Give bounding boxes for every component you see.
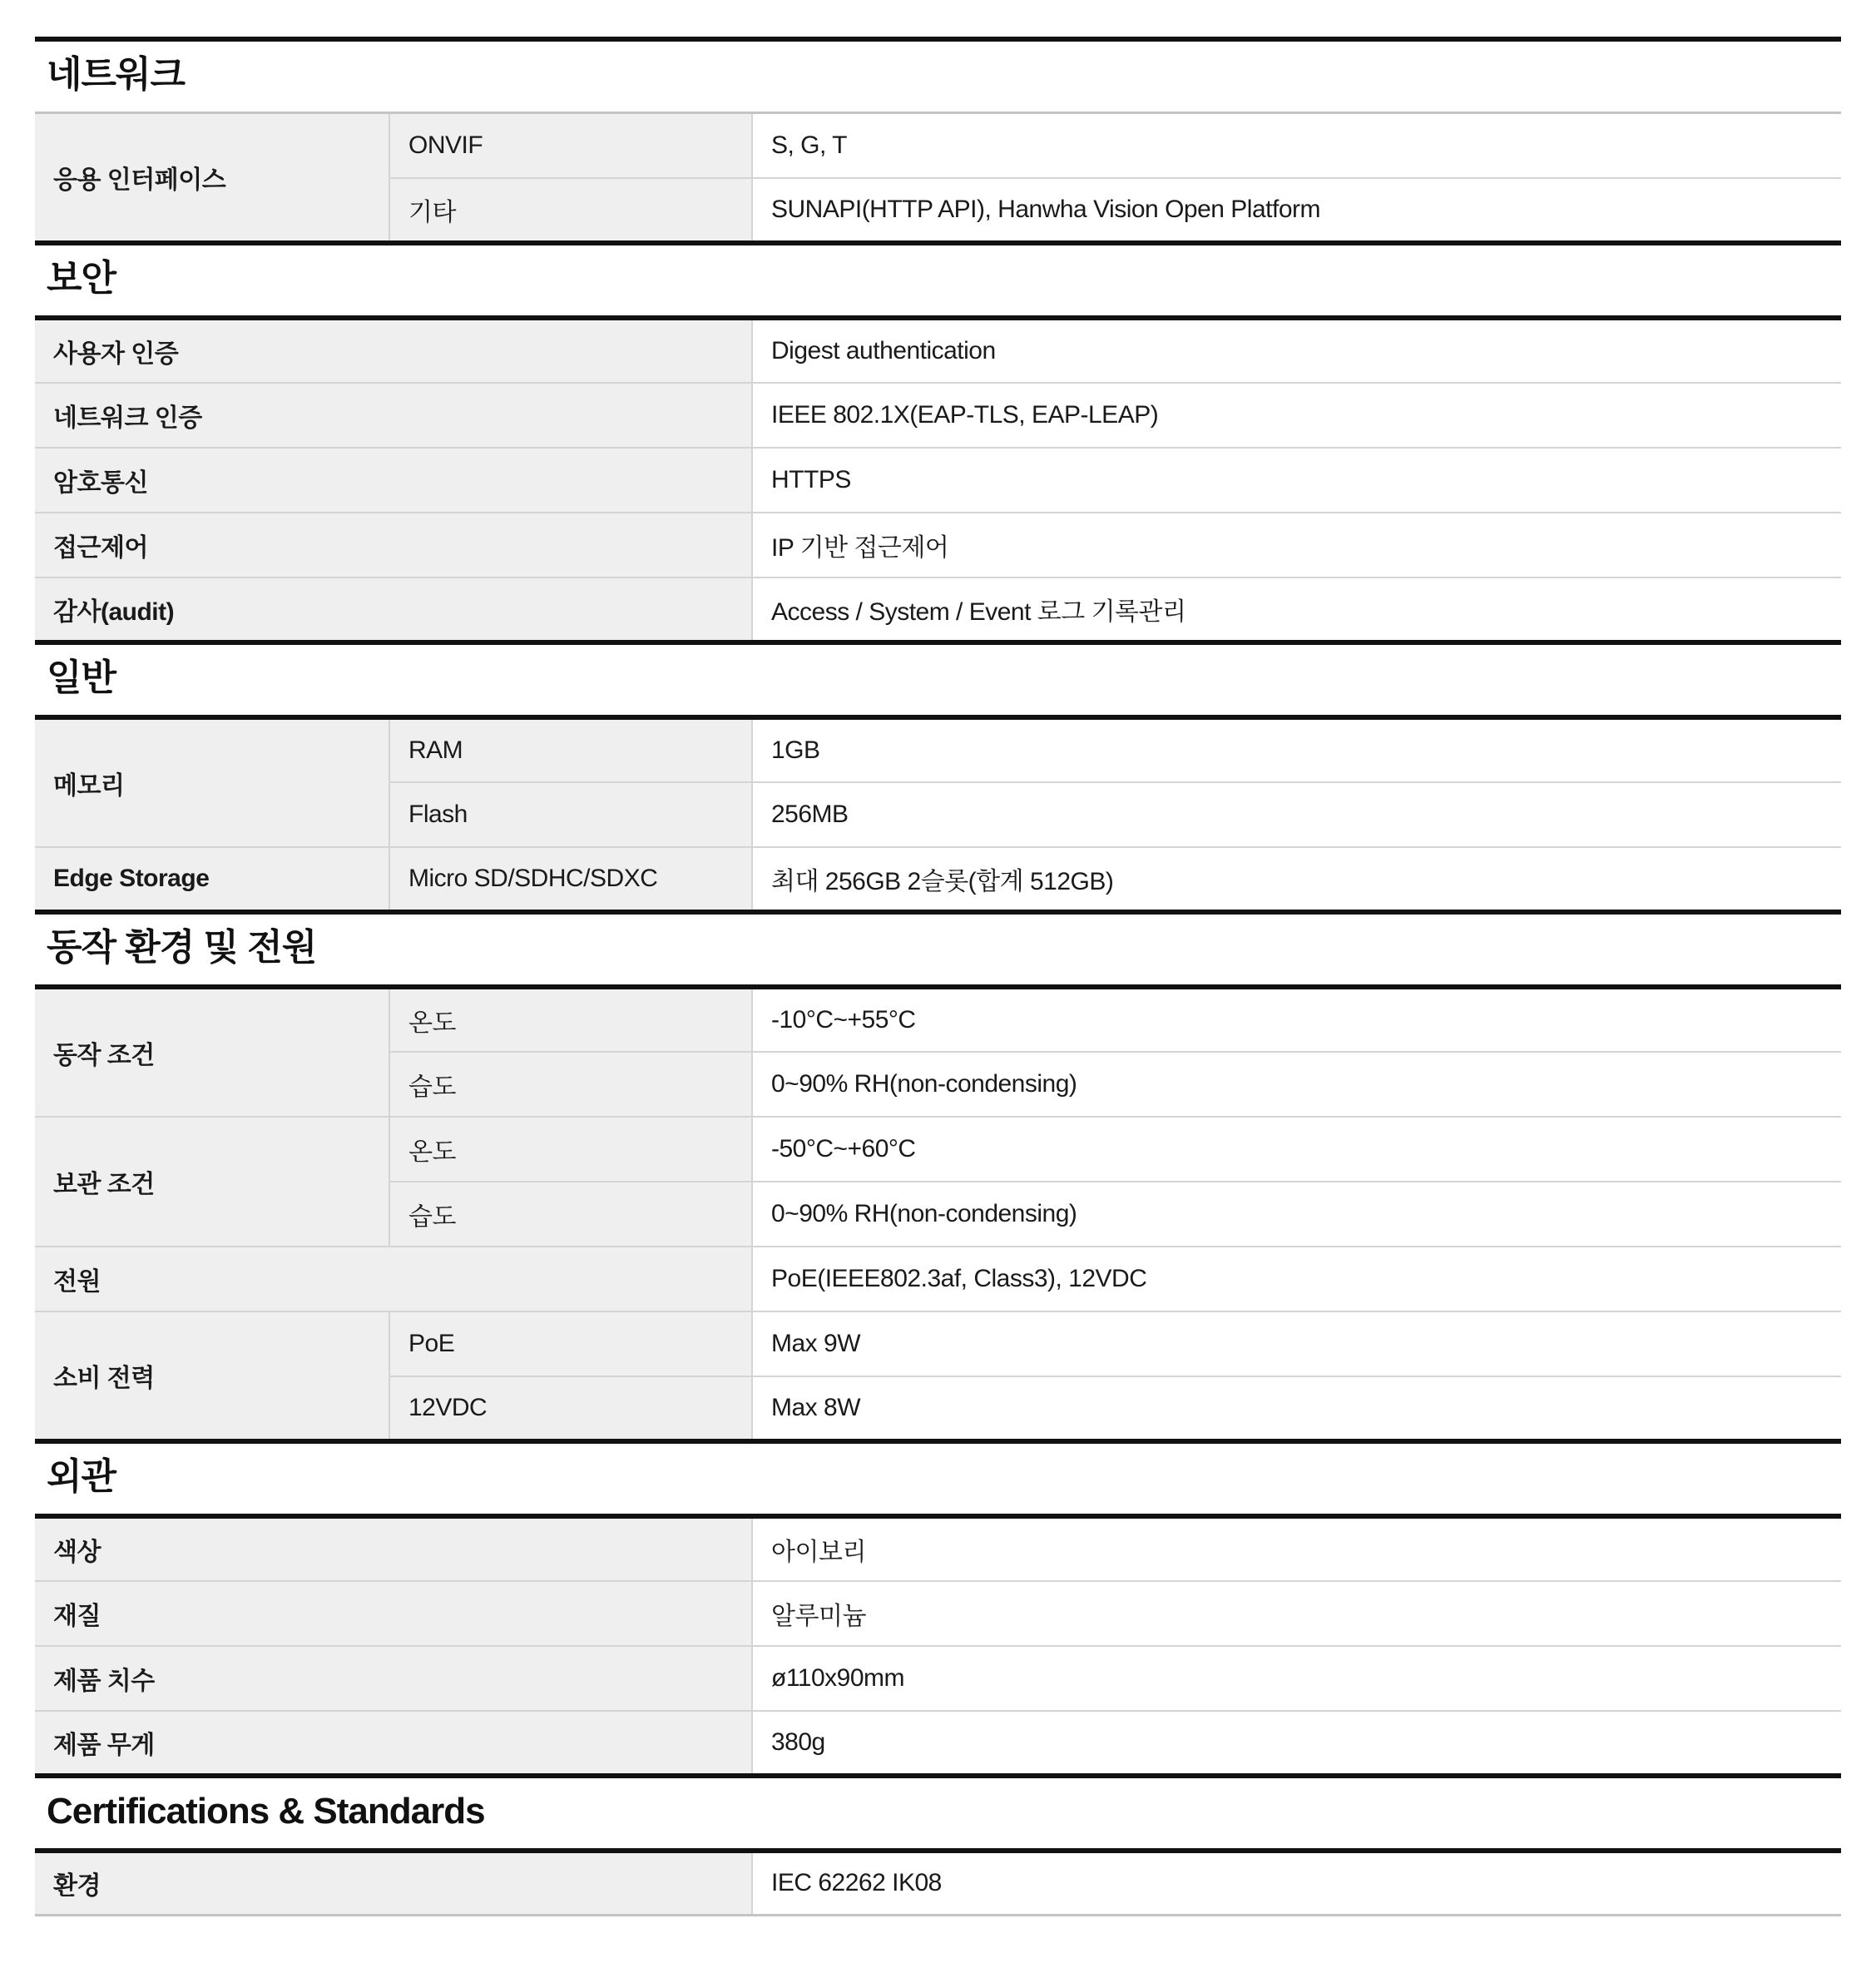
row-label: 제품 무게 <box>35 1711 752 1776</box>
row-value: HTTPS <box>752 448 1841 513</box>
row-sublabel: ONVIF <box>389 113 752 178</box>
section-general <box>35 658 1841 915</box>
table-row <box>35 513 1841 578</box>
row-label: 환경 <box>35 1851 752 1916</box>
row-sublabel: Flash <box>389 782 752 847</box>
row-label: 접근제어 <box>35 513 752 578</box>
row-label: 사용자 인증 <box>35 318 752 383</box>
row-sublabel: PoE <box>389 1311 752 1376</box>
row-value: IP 기반 접근제어 <box>752 513 1841 578</box>
table-row <box>35 847 1841 912</box>
section-title-certifications: Certifications & Standards <box>47 1790 485 1832</box>
section-title-network: 네트워크 <box>47 54 186 95</box>
row-value: IEEE 802.1X(EAP-TLS, EAP-LEAP) <box>752 383 1841 448</box>
table-row <box>35 383 1841 448</box>
row-label: 소비 전력 <box>35 1311 389 1441</box>
table-row <box>35 1581 1841 1646</box>
table-row <box>35 448 1841 513</box>
section-network <box>35 55 1841 245</box>
row-value: PoE(IEEE802.3af, Class3), 12VDC <box>752 1247 1841 1311</box>
row-label: 색상 <box>35 1516 752 1581</box>
section-environment-power <box>35 928 1841 1444</box>
row-label: Edge Storage <box>35 847 389 912</box>
row-label: 동작 조건 <box>35 987 389 1117</box>
row-value: 아이보리 <box>752 1516 1841 1581</box>
row-value: 380g <box>752 1711 1841 1776</box>
table-row <box>35 1711 1841 1776</box>
row-value: -10°C~+55°C <box>752 987 1841 1052</box>
row-sublabel: Micro SD/SDHC/SDXC <box>389 847 752 912</box>
row-sublabel: 온도 <box>389 1117 752 1182</box>
spec-table-general <box>35 715 1841 915</box>
row-label: 응용 인터페이스 <box>35 113 389 243</box>
table-row <box>35 717 1841 782</box>
row-sublabel: 습도 <box>389 1182 752 1247</box>
table-row <box>35 987 1841 1052</box>
section-appearance <box>35 1457 1841 1778</box>
row-value: Digest authentication <box>752 318 1841 383</box>
row-value: Access / System / Event 로그 기록관리 <box>752 578 1841 642</box>
table-row <box>35 113 1841 178</box>
spec-table-security <box>35 315 1841 645</box>
row-value: IEC 62262 IK08 <box>752 1851 1841 1916</box>
row-value: 최대 256GB 2슬롯(합계 512GB) <box>752 847 1841 912</box>
table-row <box>35 1516 1841 1581</box>
section-title-environment-power: 동작 환경 및 전원 <box>47 926 317 968</box>
row-sublabel: 기타 <box>389 178 752 243</box>
row-value: SUNAPI(HTTP API), Hanwha Vision Open Platform <box>752 178 1841 243</box>
row-value: 알루미늄 <box>752 1581 1841 1646</box>
row-sublabel: 12VDC <box>389 1376 752 1441</box>
section-title-general: 일반 <box>47 657 116 698</box>
table-row <box>35 1247 1841 1311</box>
row-label: 네트워크 인증 <box>35 383 752 448</box>
row-value: 0~90% RH(non-condensing) <box>752 1182 1841 1247</box>
row-value: -50°C~+60°C <box>752 1117 1841 1182</box>
spec-table-network <box>35 112 1841 245</box>
row-label: 재질 <box>35 1581 752 1646</box>
row-value: 0~90% RH(non-condensing) <box>752 1052 1841 1117</box>
row-label: 보관 조건 <box>35 1117 389 1247</box>
section-title-security: 보안 <box>47 257 116 299</box>
row-value: 256MB <box>752 782 1841 847</box>
row-value: Max 8W <box>752 1376 1841 1441</box>
row-sublabel: RAM <box>389 717 752 782</box>
table-row <box>35 578 1841 642</box>
row-label: 제품 치수 <box>35 1646 752 1711</box>
spec-table-certifications <box>35 1848 1841 1917</box>
row-value: ø110x90mm <box>752 1646 1841 1711</box>
row-label: 전원 <box>35 1247 752 1311</box>
section-certifications <box>35 1792 1841 1917</box>
row-sublabel: 습도 <box>389 1052 752 1117</box>
table-row <box>35 1646 1841 1711</box>
page-top-rule <box>35 37 1841 42</box>
section-security <box>35 259 1841 645</box>
table-row <box>35 318 1841 383</box>
table-row <box>35 1851 1841 1916</box>
spec-table-appearance <box>35 1514 1841 1778</box>
table-row <box>35 1311 1841 1376</box>
row-label: 메모리 <box>35 717 389 847</box>
row-label: 감사(audit) <box>35 578 752 642</box>
row-label: 암호통신 <box>35 448 752 513</box>
row-sublabel: 온도 <box>389 987 752 1052</box>
section-title-appearance: 외관 <box>47 1455 116 1497</box>
row-value: Max 9W <box>752 1311 1841 1376</box>
spec-table-environment-power <box>35 984 1841 1444</box>
table-row <box>35 1117 1841 1182</box>
row-value: 1GB <box>752 717 1841 782</box>
row-value: S, G, T <box>752 113 1841 178</box>
